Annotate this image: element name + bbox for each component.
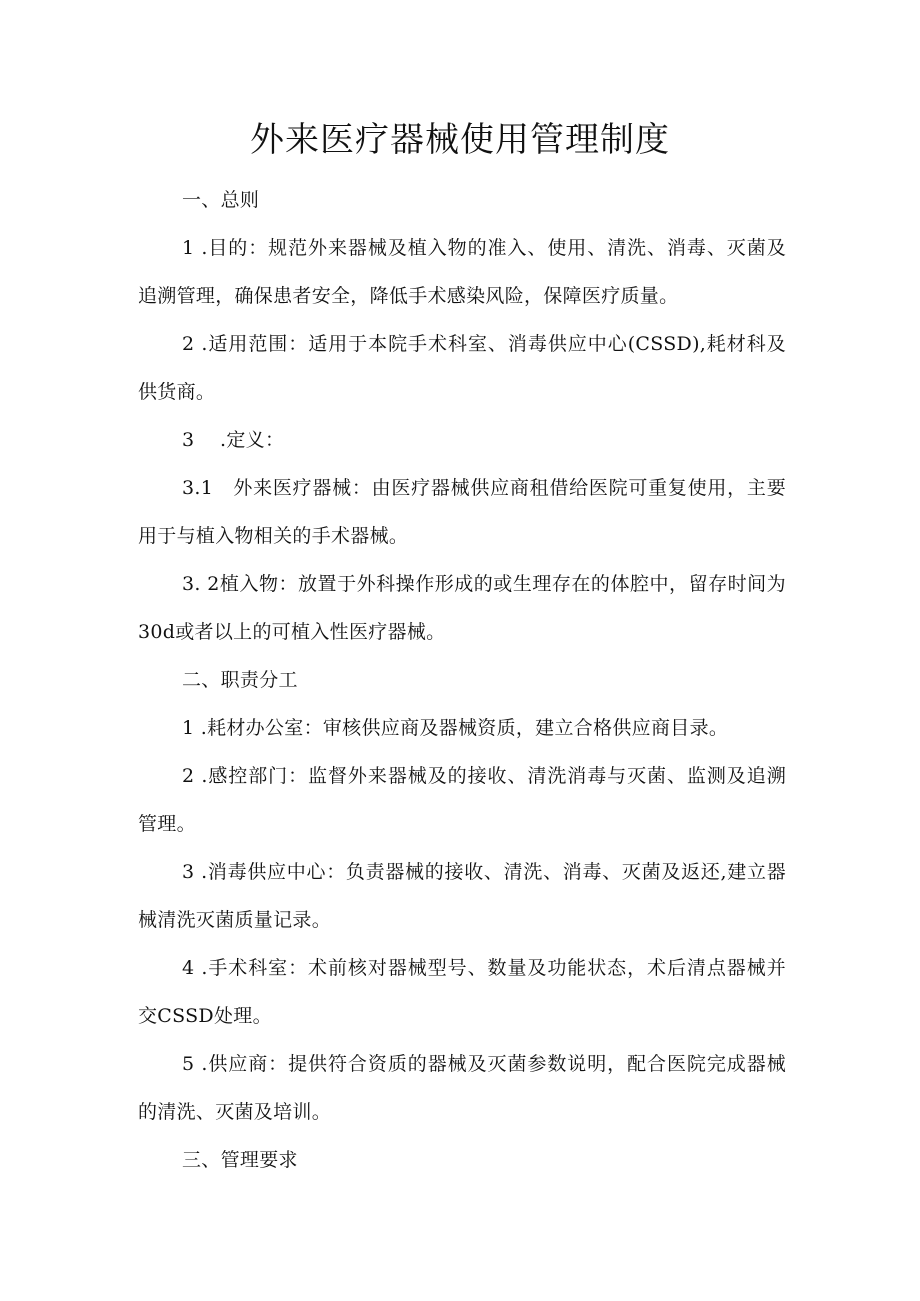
document-title: 外来医疗器械使用管理制度	[250, 120, 670, 160]
document-body	[138, 176, 786, 1184]
paragraph-purpose: 1 .目的：规范外来器械及植入物的准入、使用、清洗、消毒、灭菌及追溯管理，确保患者安全，降低手术感染风险，保障医疗质量。	[138, 237, 786, 307]
section-heading-general: 一、总则	[182, 189, 260, 211]
paragraph-scope: 2 .适用范围：适用于本院手术科室、消毒供应中心(CSSD),耗材科及供货商。	[138, 333, 786, 403]
paragraph-infection-control: 2 .感控部门：监督外来器械及的接收、清洗消毒与灭菌、监测及追溯管理。	[138, 765, 786, 835]
paragraph-definition-3-1: 3.1 外来医疗器械：由医疗器械供应商租借给医院可重复使用，主要用于与植入物相关的手术器械。	[138, 477, 786, 547]
paragraph-surgical-dept: 4 .手术科室：术前核对器械型号、数量及功能状态，术后清点器械并交CSSD处理。	[138, 957, 786, 1027]
section-heading-requirements: 三、管理要求	[182, 1149, 298, 1171]
paragraph-supplier: 5 .供应商：提供符合资质的器械及灭菌参数说明，配合医院完成器械的清洗、灭菌及培训。	[138, 1053, 786, 1123]
paragraph-cssd: 3 .消毒供应中心：负责器械的接收、清洗、消毒、灭菌及返还,建立器械清洗灭菌质量记录。	[138, 861, 786, 931]
paragraph-definition-3-2: 3. 2植入物：放置于外科操作形成的或生理存在的体腔中，留存时间为30d或者以上的可植入性医疗器械。	[138, 573, 786, 643]
section-heading-responsibilities: 二、职责分工	[182, 669, 298, 691]
paragraph-definition: 3 .定义：	[182, 429, 285, 451]
paragraph-consumables-office: 1 .耗材办公室：审核供应商及器械资质，建立合格供应商目录。	[182, 717, 729, 739]
